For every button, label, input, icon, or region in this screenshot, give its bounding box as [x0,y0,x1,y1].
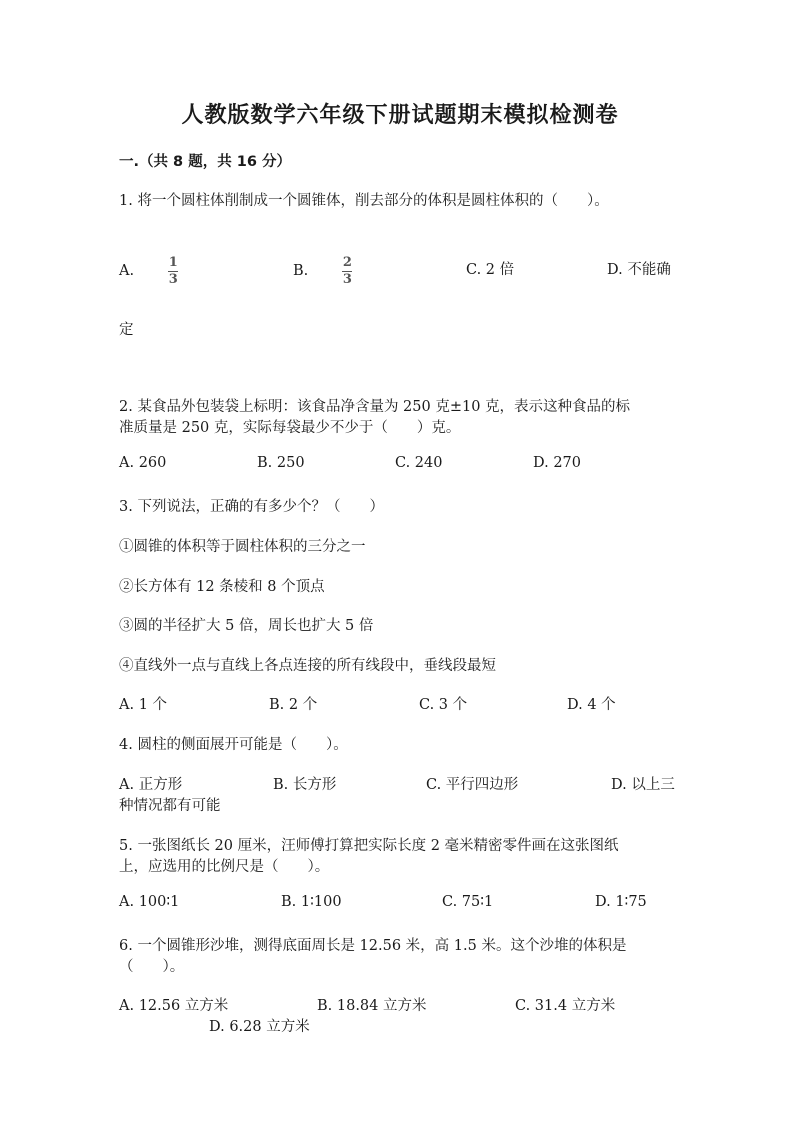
fraction-numerator: 2 [342,255,352,270]
question-1-option-d-wrap: 定 [119,322,134,338]
question-1-stem: 1. 将一个圆柱体削制成一个圆锥体，削去部分的体积是圆柱体积的（ ）。 [119,193,609,209]
question-4-option-d-wrap: 种情况都有可能 [119,798,221,814]
question-2-stem-line-1: 2. 某食品外包装袋上标明：该食品净含量为 250 克±10 克，表示这种食品的标 [119,399,631,415]
section-header: 一.（共 8 题，共 16 分） [119,154,291,170]
question-4-option-b[interactable]: B. 长方形 [273,777,337,793]
option-b-label: B. [293,263,309,280]
question-1-option-c[interactable]: C. 2 倍 [466,262,515,278]
question-3-stem: 3. 下列说法，正确的有多少个？（ ） [119,499,384,515]
option-a-label: A. [119,263,135,280]
question-3-statement-2: ②长方体有 12 条棱和 8 个顶点 [119,579,325,595]
question-3-option-c[interactable]: C. 3 个 [419,697,468,713]
question-2-option-d[interactable]: D. 270 [533,455,582,471]
question-6-option-d[interactable]: D. 6.28 立方米 [209,1019,310,1035]
question-1-option-b[interactable] [293,256,354,286]
question-3-statement-4: ④直线外一点与直线上各点连接的所有线段中，垂线段最短 [119,658,496,674]
fraction-numerator: 1 [168,255,178,270]
fraction-two-thirds [341,256,354,286]
fraction-denominator: 3 [342,271,352,287]
question-1-option-a[interactable] [119,256,180,286]
question-3-statement-1: ①圆锥的体积等于圆柱体积的三分之一 [119,539,366,555]
question-5-option-d[interactable]: D. 1∶75 [595,894,647,910]
question-3-option-a[interactable]: A. 1 个 [119,697,168,713]
question-2-option-c[interactable]: C. 240 [395,455,443,471]
question-1-option-d[interactable]: D. 不能确 [607,262,671,278]
question-6-stem-line-1: 6. 一个圆锥形沙堆，测得底面周长是 12.56 米，高 1.5 米。这个沙堆的体积是 [119,938,627,954]
question-5-option-c[interactable]: C. 75∶1 [442,894,494,910]
question-6-option-b[interactable]: B. 18.84 立方米 [317,998,427,1014]
question-4-option-d[interactable]: D. 以上三 [611,777,675,793]
fraction-one-third [167,256,180,286]
page-title: 人教版数学六年级下册试题期末模拟检测卷 [181,103,619,128]
question-2-option-b[interactable]: B. 250 [257,455,305,471]
question-5-stem-line-1: 5. 一张图纸长 20 厘米，汪师傅打算把实际长度 2 毫米精密零件画在这张图纸 [119,838,619,854]
question-4-option-a[interactable]: A. 正方形 [119,777,183,793]
question-2-option-a[interactable]: A. 260 [119,455,167,471]
question-3-statement-3: ③圆的半径扩大 5 倍，周长也扩大 5 倍 [119,618,374,634]
question-6-option-c[interactable]: C. 31.4 立方米 [515,998,616,1014]
fraction-denominator: 3 [168,271,178,287]
question-6-stem-line-2: （ ）。 [119,959,185,975]
question-6-option-a[interactable]: A. 12.56 立方米 [119,998,229,1014]
question-5-option-a[interactable]: A. 100∶1 [119,894,180,910]
question-4-stem: 4. 圆柱的侧面展开可能是（ ）。 [119,737,348,753]
question-5-stem-line-2: 上，应选用的比例尺是（ ）。 [119,859,330,875]
question-4-option-c[interactable]: C. 平行四边形 [426,777,519,793]
question-5-option-b[interactable]: B. 1∶100 [281,894,342,910]
question-3-option-b[interactable]: B. 2 个 [269,697,318,713]
question-2-stem-line-2: 准质量是 250 克，实际每袋最少不少于（ ）克。 [119,420,461,436]
question-3-option-d[interactable]: D. 4 个 [567,697,616,713]
